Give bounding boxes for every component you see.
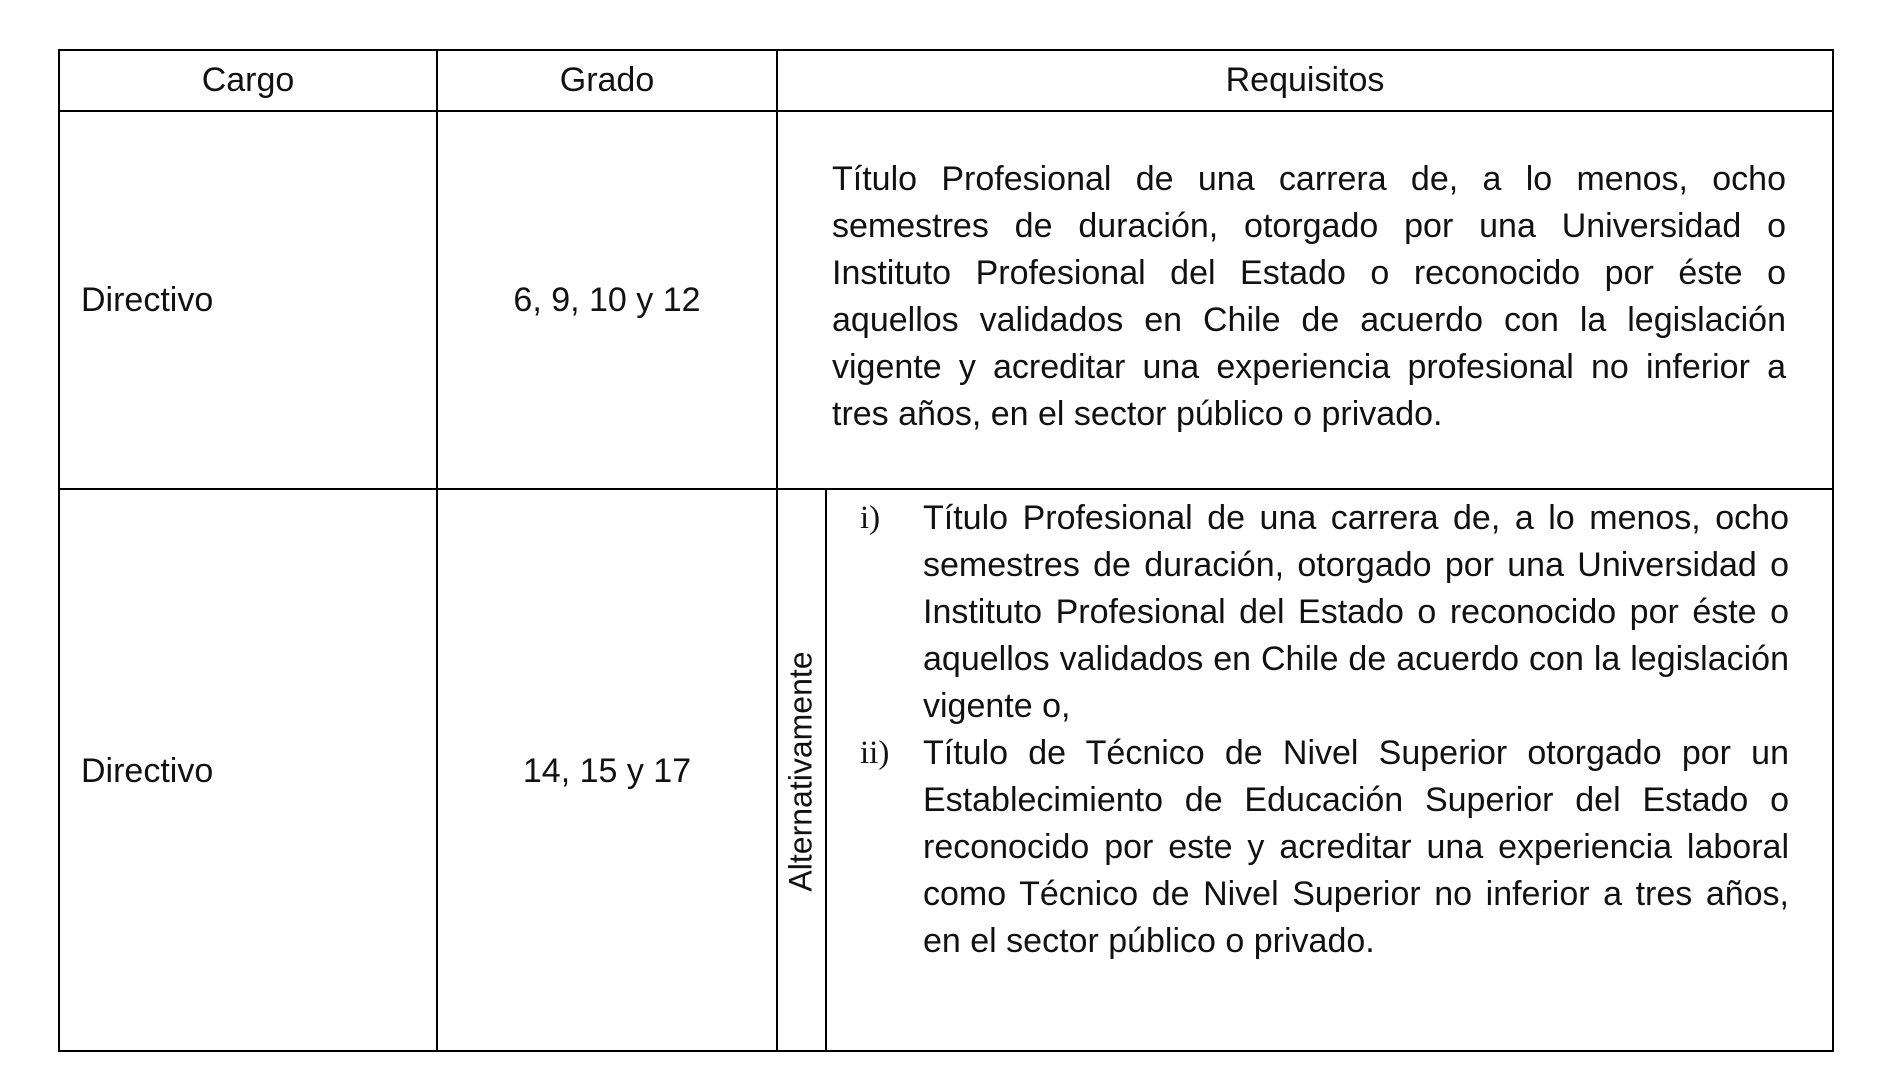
alternative-item-ii (860, 730, 1790, 965)
alternative-text-ii: Título de Técnico de Nivel Superior otorgado por un Establecimiento de Educación Superior del Estado o reconocido por este y acreditar una experiencia laboral como Técnico de Nivel Superior no inferior a tres años, en el sector público o privado. (923, 734, 1789, 960)
row1-requisito: Título Profesional de una carrera de, a lo menos, ocho semestres de duración, otorgado por una Universidad o Instituto Profesional del Estado o reconocido por éste o aquellos validados en Chile de acuerdo con la legislación vigente y acreditar una experiencia profesional no inferior a tres años, en el sector público o privado. (832, 160, 1786, 433)
row2-grado-text: 14, 15 y 17 (522, 751, 692, 790)
alternatives-list (860, 495, 1790, 965)
alternativamente-label-cell (778, 490, 825, 1052)
row1-grado-text: 6, 9, 10 y 12 (513, 280, 701, 319)
header-grado (438, 51, 776, 110)
row2-grado (438, 490, 776, 1052)
alternative-text-i: Título Profesional de una carrera de, a lo menos, ocho semestres de duración, otorgado por una Universidad o Instituto Profesional del Estado o reconocido por éste o aquellos validados en Chile de acuerdo con la legislación vigente o, (923, 499, 1789, 725)
header-cargo-text: Cargo (201, 61, 295, 99)
header-requisitos (778, 51, 1832, 110)
header-requisitos-text: Requisitos (1225, 61, 1385, 99)
row1-grado (438, 112, 776, 488)
alternative-marker-i: i) (860, 500, 881, 536)
alternative-item-i (860, 495, 1790, 730)
alternativamente-divider (825, 488, 827, 1052)
row1-cargo (81, 112, 421, 488)
header-grado-text: Grado (559, 61, 655, 99)
alternative-marker-ii: ii) (860, 735, 890, 771)
alternativamente-label: Alternativamente (783, 650, 819, 892)
header-cargo (60, 51, 436, 110)
row2-cargo (81, 490, 421, 1052)
row2-cargo-text: Directivo (81, 751, 214, 790)
row1-cargo-text: Directivo (81, 280, 214, 319)
